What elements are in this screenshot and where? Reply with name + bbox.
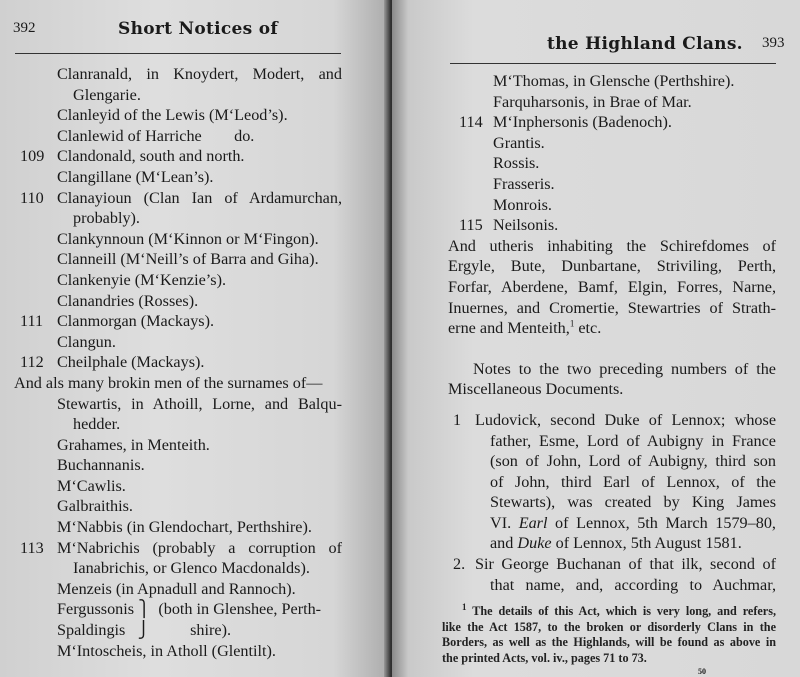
line-text: And utheris inhabiting the Schirefdomes of: [448, 236, 776, 255]
entry-number: 114: [459, 113, 483, 132]
entry-number: 115: [459, 216, 483, 235]
text-line: [448, 215, 776, 236]
text-line: [448, 277, 776, 298]
footnote-line: like the Act 1587, to the broken or disorderly Clans in the: [442, 619, 776, 634]
text-line: [0, 311, 342, 332]
text-line: [0, 373, 342, 394]
text-line: [448, 71, 776, 92]
text-line: [0, 332, 342, 353]
text-line: [0, 64, 342, 85]
line-text: Clandonald, south and north.: [57, 147, 245, 166]
text-line: [0, 291, 342, 312]
line-text: Frasseris.: [493, 174, 555, 193]
line-text: M‘Nabrichis (probably a corruption of: [57, 538, 342, 557]
text-line: [0, 85, 342, 106]
line-text: probably).: [73, 209, 140, 228]
line-text: Clanranald, in Knoydert, Modert, and: [57, 65, 342, 83]
text-line: [0, 105, 342, 126]
line-text: Notes to the two preceding numbers of the: [473, 359, 776, 378]
text-line: [0, 249, 342, 270]
line-text: Grantis.: [493, 133, 545, 152]
line-text: Ianabrichis, or Glenco Macdonalds).: [73, 559, 310, 578]
text-line: [0, 270, 342, 291]
entry-number: 111: [20, 312, 44, 331]
text-segment: The details of this Act, which is very long, and refers,: [466, 604, 776, 618]
text-segment: Earl: [518, 513, 548, 532]
line-text: [448, 318, 776, 339]
text-line: [448, 359, 776, 380]
line-text: Glengarie.: [73, 85, 141, 104]
text-line: [0, 517, 342, 538]
line-text: Spaldingis ⎭ shire).: [57, 621, 232, 640]
text-line: [448, 472, 776, 493]
line-text: Clankynnoun (M‘Kinnon or M‘Fingon).: [57, 229, 319, 248]
entry-number: 2.: [453, 555, 466, 574]
text-segment: Duke: [517, 534, 552, 553]
line-text: M‘Thomas, in Glensche (Perthshire).: [493, 72, 735, 90]
text-line: [0, 455, 342, 476]
right-page: [392, 0, 800, 677]
text-line: [448, 492, 776, 513]
footnote-marker: 1: [462, 601, 467, 612]
line-text: Clankenyie (M‘Kenzie’s).: [57, 270, 227, 289]
line-text: Stewarts), was created by King James: [490, 493, 776, 512]
running-head: Short Notices of: [118, 19, 278, 39]
text-line: [448, 554, 776, 575]
text-line: [0, 599, 342, 620]
header-rule: [450, 63, 776, 64]
text-line: [448, 451, 776, 472]
text-line: [448, 133, 776, 154]
line-text: Menzeis (in Apnadull and Rannoch).: [57, 579, 296, 598]
text-line: [448, 298, 776, 319]
text-line: [0, 476, 342, 497]
signature-mark: 50: [698, 667, 706, 676]
entry-number: 110: [20, 188, 44, 207]
line-text: M‘Nabbis (in Glendochart, Perthshire).: [57, 518, 312, 537]
line-text: [490, 513, 776, 534]
line-text: Clanleyid of the Lewis (M‘Leod’s).: [57, 106, 288, 125]
text-line: [448, 318, 776, 339]
text-line: [0, 579, 342, 600]
text-line: [0, 352, 342, 373]
text-line: [0, 496, 342, 517]
line-text: Clangun.: [57, 332, 116, 351]
line-text: Neilsonis.: [493, 216, 559, 235]
line-text: Clanlewid of Harriche do.: [57, 126, 255, 145]
text-segment: etc.: [574, 319, 602, 338]
line-text: Miscellaneous Documents.: [448, 380, 624, 399]
text-line: [448, 112, 776, 133]
text-line: [0, 538, 342, 559]
footnote-line: Borders, as well as the Highlands, will be found as above in: [442, 635, 776, 649]
text-segment: of Lennox, 5th March 1579–80,: [547, 513, 776, 532]
line-text: M‘Intoscheis, in Atholl (Glentilt).: [57, 641, 276, 660]
line-text: Galbraithis.: [57, 497, 133, 516]
text-line: [0, 208, 342, 229]
page-number: 393: [762, 35, 785, 51]
footnote: [442, 601, 776, 666]
text-line: [448, 256, 776, 277]
entry-number: 112: [20, 353, 44, 372]
text-line: [448, 339, 776, 359]
footnote-marker: 1: [569, 318, 575, 329]
line-text: Rossis.: [493, 154, 540, 173]
text-line: [0, 146, 342, 167]
text-line: [448, 236, 776, 257]
line-text: Clanandries (Rosses).: [57, 291, 199, 310]
line-text: Forfar, Aberdene, Bamf, Elgin, Forres, Narne,: [448, 277, 776, 296]
text-line: [0, 414, 342, 435]
text-segment: and: [490, 534, 518, 553]
text-line: [448, 575, 776, 596]
text-line: [448, 410, 776, 431]
line-text: Cheilphale (Mackays).: [57, 353, 205, 372]
text-line: [448, 153, 776, 174]
line-text: [490, 533, 776, 554]
line-text: that name, and, according to Auchmar,: [490, 575, 776, 594]
line-text: Inuernes, and Cromertie, Stewartries of Strath-: [448, 298, 776, 317]
text-line: [0, 188, 342, 209]
text-line: [0, 126, 342, 147]
line-text: Monrois.: [493, 195, 552, 214]
line-text: Fergussonis ⎫ (both in Glenshee, Perth-: [57, 600, 322, 619]
running-head: the Highland Clans.: [547, 34, 743, 54]
left-page-text: [0, 64, 342, 661]
line-text: Clanmorgan (Mackays).: [57, 312, 215, 331]
text-line: [448, 92, 776, 113]
line-text: Sir George Buchanan of that ilk, second of: [475, 555, 776, 574]
line-text: Clanayioun (Clan Ian of Ardamurchan,: [57, 188, 342, 207]
text-line: [0, 558, 342, 579]
right-page-text: [448, 71, 776, 595]
text-line: [448, 400, 776, 410]
text-segment: erne and Menteith,: [448, 319, 570, 338]
text-line: [448, 379, 776, 400]
line-text: Stewartis, in Athoill, Lorne, and Balqu-: [57, 394, 342, 413]
text-segment: of Lennox, 5th August 1581.: [551, 534, 742, 553]
text-line: [0, 620, 342, 641]
header-rule: [15, 53, 341, 54]
page-number: 392: [13, 20, 36, 36]
line-text: father, Esme, Lord of Aubigny in France: [490, 431, 776, 450]
line-text: hedder.: [73, 415, 121, 434]
line-text: Farquharsonis, in Brae of Mar.: [493, 92, 692, 111]
text-line: [448, 174, 776, 195]
text-segment: VI.: [490, 513, 519, 532]
line-text: Ergyle, Bute, Dunbartane, Striviling, Perth,: [448, 257, 776, 276]
line-text: of John, third Earl of Lennox, of the: [490, 472, 776, 491]
line-text: Clanneill (M‘Neill’s of Barra and Giha).: [57, 250, 319, 269]
line-text: Grahames, in Menteith.: [57, 435, 210, 454]
footnote-line: [462, 601, 776, 620]
text-line: [0, 167, 342, 188]
line-text: M‘Cawlis.: [57, 476, 126, 495]
line-text: M‘Inphersonis (Badenoch).: [493, 113, 672, 132]
entry-number: 1: [453, 410, 462, 429]
entry-number: 113: [20, 538, 44, 557]
footnote-line: the printed Acts, vol. iv., pages 71 to 73.: [442, 650, 647, 665]
entry-number: 109: [20, 147, 45, 166]
text-line: [448, 195, 776, 216]
text-line: [0, 435, 342, 456]
line-text: Clangillane (M‘Lean’s).: [57, 167, 214, 186]
text-line: [0, 394, 342, 415]
line-text: Buchannanis.: [57, 456, 145, 475]
text-line: [448, 431, 776, 452]
text-line: [448, 533, 776, 554]
left-page: [0, 0, 392, 677]
line-text: And als many brokin men of the surnames of—: [14, 373, 323, 392]
text-line: [448, 513, 776, 534]
text-line: [0, 641, 342, 662]
line-text: (son of John, Lord of Aubigny, third son: [490, 452, 776, 471]
text-line: [0, 229, 342, 250]
line-text: Ludovick, second Duke of Lennox; whose: [475, 410, 776, 429]
